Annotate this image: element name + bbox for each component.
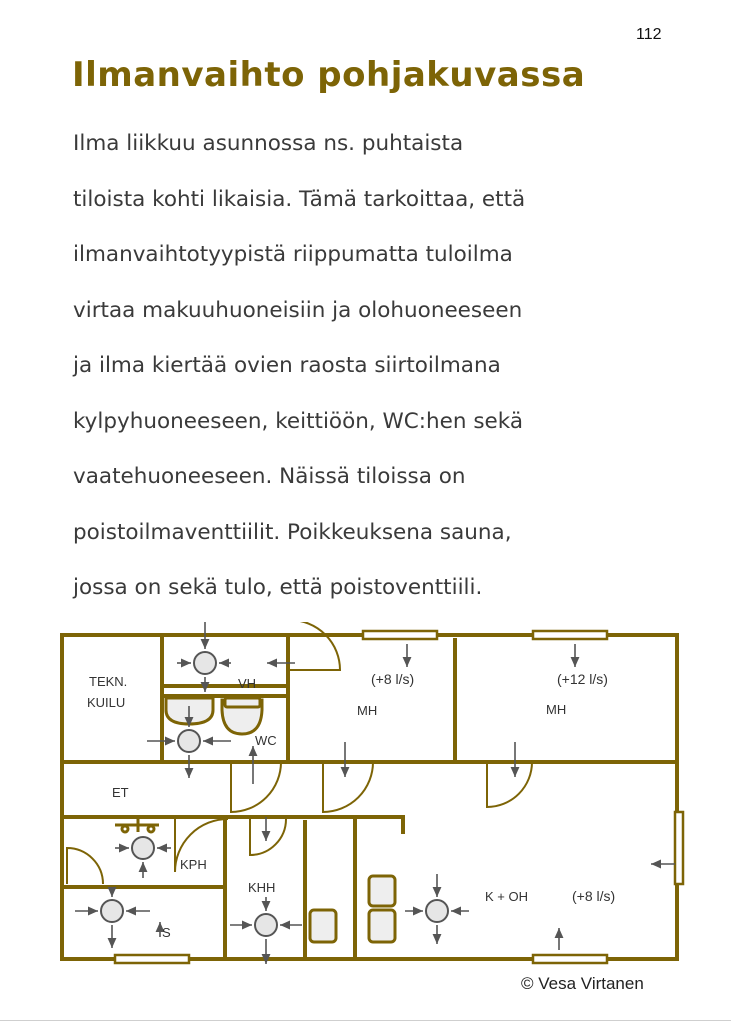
paragraph-line: jossa on sekä tulo, että poistoventtiili.	[73, 575, 483, 600]
vent-icon	[194, 652, 216, 674]
vent-icon	[426, 900, 448, 922]
door-swing	[231, 762, 281, 812]
label-et: ET	[112, 785, 129, 800]
appliance-icon	[310, 910, 336, 942]
label-tekn: TEKN.	[89, 674, 128, 689]
paragraph-line: virtaa makuuhuoneisiin ja olohuoneeseen	[73, 297, 523, 323]
label-s: S	[162, 925, 171, 940]
vent-icon	[255, 914, 277, 936]
label-mh2: MH	[546, 702, 567, 717]
fixtures	[166, 698, 395, 942]
window	[533, 955, 607, 963]
label-mh2-flow: (+12 l/s)	[557, 671, 608, 687]
door-swing	[67, 848, 103, 884]
door-swing	[290, 622, 340, 670]
label-kuilu: KUILU	[87, 695, 126, 710]
vent-icon	[101, 900, 123, 922]
copyright-credit: © Vesa Virtanen	[521, 974, 644, 993]
vent-icon	[132, 837, 154, 859]
label-vh: VH	[238, 676, 257, 691]
window	[115, 955, 189, 963]
label-wc: WC	[255, 733, 277, 748]
page-title: Ilmanvaihto pohjakuvassa	[72, 55, 586, 95]
paragraph-line: kylpyhuoneeseen, keittiöön, WC:hen sekä	[73, 408, 524, 434]
paragraph-line: tiloista kohti likaisia. Tämä tarkoittaa, että	[73, 186, 526, 212]
label-koh-flow: (+8 l/s)	[572, 888, 616, 904]
paragraph-line: vaatehuoneeseen. Näissä tiloissa on	[73, 464, 466, 489]
toilet-tank-icon	[225, 698, 260, 707]
label-koh: K + OH	[485, 889, 528, 904]
door-swing	[250, 819, 286, 855]
appliance-icon	[369, 876, 395, 906]
faucet-icon	[115, 819, 159, 832]
label-kph: KPH	[180, 857, 207, 872]
appliance-icon	[369, 910, 395, 942]
label-khh: KHH	[248, 880, 276, 895]
paragraph-line: Ilma liikkuu asunnossa ns. puhtaista	[73, 131, 464, 156]
door-swing	[323, 762, 373, 812]
label-mh1: MH	[357, 703, 378, 718]
window	[533, 631, 607, 639]
paragraph-line: poistoilmaventtiilit. Poikkeuksena sauna,	[73, 519, 512, 545]
page-number: 112	[636, 26, 662, 43]
door-swing	[487, 762, 532, 807]
paragraph-line: ilmanvaihtotyypistä riippumatta tuloilma	[73, 242, 513, 267]
paragraph-line: ja ilma kiertää ovien raosta siirtoilmana	[73, 353, 501, 378]
body-paragraph	[73, 116, 673, 616]
floor-plan	[55, 622, 687, 970]
window	[675, 812, 683, 884]
label-mh1-flow: (+8 l/s)	[371, 671, 415, 687]
bottom-divider	[0, 1020, 731, 1021]
vent-icon	[178, 730, 200, 752]
window	[363, 631, 437, 639]
